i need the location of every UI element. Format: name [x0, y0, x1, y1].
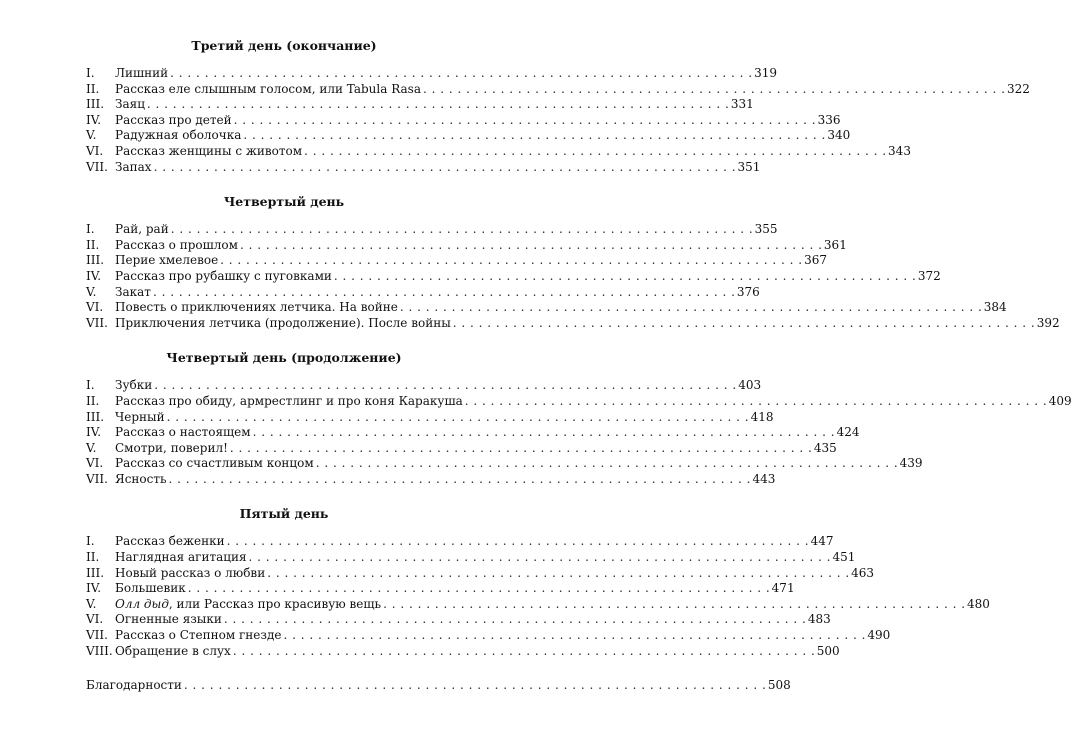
chapter-number: VI.: [86, 300, 104, 315]
chapter-title: [115, 597, 381, 613]
chapter-title: Повесть о приключениях летчика. На войне: [115, 300, 398, 315]
leader-dots: [233, 644, 815, 660]
chapter-title: Обращение в слух: [115, 643, 231, 658]
chapter-number: IV.: [86, 425, 102, 440]
toc-entry[interactable]: [86, 97, 754, 113]
section-title: Четвертый день (продолжение): [166, 350, 402, 366]
leader-dots: [171, 222, 753, 238]
page-number: 392: [1036, 315, 1060, 330]
leader-dots: [170, 66, 752, 82]
toc-entry[interactable]: [86, 581, 795, 597]
chapter-number: VI.: [86, 612, 104, 627]
chapter-title: Заяц: [115, 97, 145, 112]
leader-dots: [220, 253, 802, 269]
chapter-number: V.: [86, 440, 97, 455]
chapter-title: Смотри, поверил!: [115, 440, 228, 455]
chapter-title: Лишний: [115, 66, 169, 80]
leader-dots: [188, 581, 770, 597]
leader-dots: [184, 678, 766, 694]
chapter-number: VII.: [86, 159, 108, 174]
page-number: 367: [804, 253, 828, 268]
chapter-number: VI.: [86, 456, 104, 471]
toc-entry[interactable]: [86, 268, 941, 285]
chapter-number: IV.: [86, 112, 102, 127]
toc-entry[interactable]: [86, 112, 841, 129]
acknowledgements-title: Благодарности: [86, 678, 182, 693]
chapter-number: VI.: [86, 143, 104, 158]
page-number: 384: [983, 300, 1007, 315]
chapter-title: Рассказ про детей: [115, 112, 232, 127]
chapter-title: Рассказ о прошлом: [115, 237, 238, 252]
chapter-number: III.: [86, 253, 105, 268]
toc-entry[interactable]: [86, 143, 911, 160]
chapter-title: Рассказ беженки: [115, 534, 225, 549]
leader-dots: [316, 456, 898, 472]
toc-entry[interactable]: [86, 159, 761, 176]
page-number: 500: [816, 643, 840, 658]
chapter-title-italic: Олл дыд: [115, 596, 169, 611]
page-number: 435: [813, 440, 837, 455]
chapter-title: Рассказ со счастливым концом: [115, 456, 314, 471]
page-number: 372: [917, 268, 941, 283]
leader-dots: [253, 425, 835, 441]
chapter-number: IV.: [86, 581, 102, 596]
section-title: Пятый день: [239, 506, 329, 522]
page-number: 447: [810, 534, 834, 549]
toc-entry[interactable]: [86, 393, 1072, 410]
toc-entry[interactable]: [86, 284, 760, 301]
chapter-number: III.: [86, 409, 105, 424]
section-title: Третий день (окончание): [191, 38, 377, 53]
chapter-title: Рассказ женщины с животом: [115, 143, 303, 158]
chapter-title: Наглядная агитация: [115, 550, 247, 565]
chapter-number: V.: [86, 284, 97, 299]
chapter-title: Черный: [115, 409, 165, 424]
chapter-title: Большевик: [115, 581, 186, 596]
page-number: 403: [738, 378, 762, 393]
leader-dots: [227, 534, 809, 550]
toc-entry[interactable]: [86, 222, 778, 238]
chapter-number: III.: [86, 97, 105, 112]
page-number: 343: [888, 143, 911, 158]
chapter-number: II.: [86, 237, 100, 252]
chapter-number: I.: [86, 378, 95, 393]
leader-dots: [147, 97, 729, 113]
toc-list: [86, 222, 1060, 331]
page-number: 508: [767, 678, 791, 693]
leader-dots: [304, 144, 886, 160]
page-number: 480: [967, 596, 990, 611]
page-number: 409: [1048, 393, 1072, 408]
leader-dots: [224, 612, 806, 628]
leader-dots: [230, 441, 812, 457]
chapter-title: Огненные языки: [115, 612, 222, 627]
chapter-title: Рассказ о настоящем: [115, 425, 251, 440]
leader-dots: [383, 597, 965, 613]
toc-entry[interactable]: [86, 237, 847, 254]
chapter-title: Рассказ про рубашку с пуговками: [115, 268, 332, 283]
toc-entry[interactable]: [86, 628, 891, 644]
toc-entry[interactable]: [86, 456, 923, 472]
leader-dots: [154, 378, 736, 394]
leader-dots: [169, 472, 751, 488]
leader-dots: [423, 82, 1005, 98]
page-number: 443: [752, 471, 776, 486]
chapter-number: I.: [86, 222, 95, 237]
chapter-number: II.: [86, 81, 100, 96]
chapter-number: I.: [86, 534, 95, 549]
toc-entry[interactable]: [86, 612, 831, 628]
toc-entry[interactable]: [86, 440, 837, 457]
chapter-number: I.: [86, 66, 95, 80]
page-number: 319: [754, 66, 778, 80]
chapter-title: Перие хмелевое: [115, 253, 219, 268]
chapter-number: V.: [86, 128, 97, 143]
leader-dots: [465, 394, 1047, 410]
toc-entry[interactable]: [86, 643, 840, 660]
acknowledgements-entry[interactable]: [86, 678, 791, 694]
toc-entry[interactable]: [86, 471, 776, 488]
leader-dots: [154, 160, 736, 176]
chapter-number: VII.: [86, 471, 108, 486]
toc-entry[interactable]: [86, 300, 1007, 316]
toc-entry[interactable]: [86, 596, 990, 613]
page-number: 376: [736, 284, 760, 299]
toc-list: [86, 66, 1030, 175]
page-number: 331: [730, 97, 754, 112]
toc-entry[interactable]: [86, 253, 828, 269]
leader-dots: [167, 410, 749, 426]
leader-dots: [240, 238, 822, 254]
chapter-number: III.: [86, 565, 105, 580]
leader-dots: [249, 550, 831, 566]
page-number: 418: [750, 409, 774, 424]
page-number: 336: [817, 112, 841, 127]
chapter-number: VII.: [86, 628, 108, 643]
page-number: 490: [867, 628, 891, 643]
page-number: 471: [771, 581, 795, 596]
page-number: 355: [754, 222, 778, 237]
page-number: 322: [1006, 81, 1030, 96]
page-number: 351: [737, 159, 761, 174]
toc-entry[interactable]: [86, 315, 1060, 332]
toc-entry[interactable]: [86, 378, 762, 394]
leader-dots: [334, 269, 916, 285]
toc-list: [86, 378, 1072, 487]
toc-entry[interactable]: [86, 425, 860, 441]
leader-dots: [234, 113, 816, 129]
page-number: 463: [851, 565, 875, 580]
toc-list: [86, 534, 990, 659]
leader-dots: [453, 316, 1035, 332]
chapter-number: IV.: [86, 268, 102, 283]
chapter-number: II.: [86, 393, 100, 408]
chapter-title: Ясность: [115, 471, 167, 486]
chapter-title: Приключения летчика (продолжение). После войны: [115, 315, 451, 330]
page-number: 483: [807, 612, 831, 627]
leader-dots: [153, 285, 735, 301]
chapter-title: Запах: [115, 159, 152, 174]
chapter-number: VIII.: [86, 643, 113, 658]
chapter-title: Рассказ о Степном гнезде: [115, 628, 282, 643]
chapter-number: II.: [86, 550, 100, 565]
chapter-title: Радужная оболочка: [115, 128, 242, 143]
chapter-title: Закат: [115, 284, 151, 299]
chapter-title: Рай, рай: [115, 222, 169, 237]
toc-entry[interactable]: [86, 534, 834, 550]
chapter-title: Зубки: [115, 378, 153, 393]
chapter-title: Новый рассказ о любви: [115, 565, 266, 580]
page-number: 361: [823, 237, 847, 252]
page-number: 424: [836, 425, 860, 440]
section-title: Четвертый день: [223, 194, 345, 210]
chapter-number: V.: [86, 596, 97, 611]
toc-entry[interactable]: [86, 565, 875, 582]
toc-entry[interactable]: [86, 66, 778, 82]
chapter-title-rest: , или Рассказ про красивую вещь: [168, 596, 382, 611]
chapter-title: Рассказ про обиду, армрестлинг и про коня Каракуша: [115, 393, 463, 408]
leader-dots: [267, 566, 849, 582]
page-number: 451: [832, 550, 856, 565]
table-of-contents: [86, 38, 1072, 694]
toc-entry[interactable]: [86, 81, 1030, 98]
toc-entry[interactable]: [86, 128, 851, 144]
page-number: 439: [899, 456, 923, 471]
chapter-number: VII.: [86, 315, 108, 330]
leader-dots: [400, 300, 982, 316]
toc-entry[interactable]: [86, 550, 856, 566]
leader-dots: [283, 628, 865, 644]
page-number: 340: [827, 128, 851, 143]
leader-dots: [243, 128, 825, 144]
toc-entry[interactable]: [86, 409, 774, 426]
chapter-title: Рассказ еле слышным голосом, или Tabula Rasa: [115, 81, 421, 96]
